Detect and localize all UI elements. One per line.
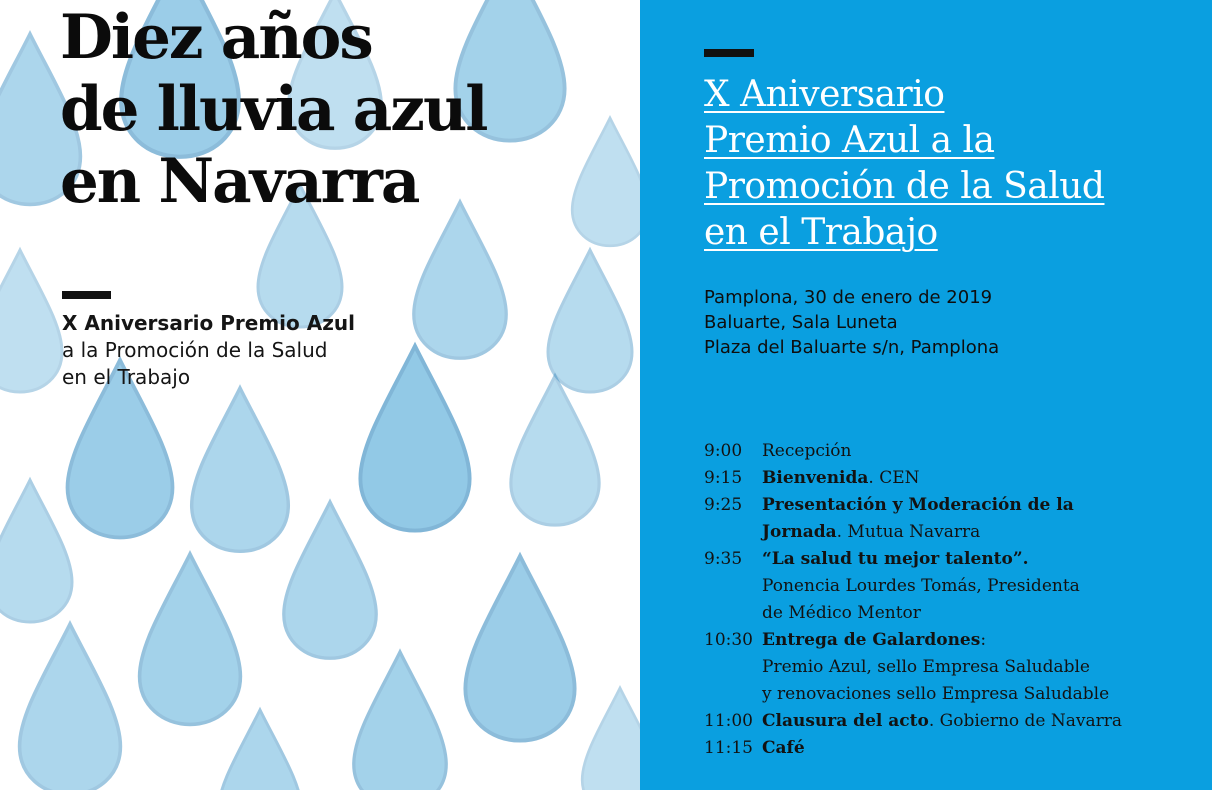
cover-title-line: Diez años	[60, 2, 372, 73]
cover-title-line: en Navarra	[60, 146, 419, 217]
event-title-line: en el Trabajo	[704, 212, 938, 253]
event-title	[704, 72, 1104, 256]
agenda-time: 9:35	[704, 549, 743, 569]
agenda-text: :	[980, 630, 987, 650]
cover-subtitle-line: en el Trabajo	[62, 365, 191, 389]
agenda-time: 9:25	[704, 495, 743, 515]
agenda-time: 10:30	[704, 630, 753, 650]
agenda-bold: Café	[762, 738, 805, 758]
agenda-bold: Bienvenida	[762, 468, 869, 488]
agenda-bold: “La salud tu mejor talento”.	[762, 549, 1029, 569]
event-title-line: X Aniversario	[704, 74, 945, 115]
agenda-text: . Mutua Navarra	[836, 522, 981, 542]
agenda-detail: Premio Azul, sello Empresa Saludable	[762, 657, 1090, 677]
event-date: Pamplona, 30 de enero de 2019	[704, 287, 993, 308]
agenda-text: . Gobierno de Navarra	[928, 711, 1123, 731]
agenda-item	[704, 492, 1204, 519]
agenda-item	[704, 708, 1204, 735]
cover-subtitle	[62, 310, 462, 391]
agenda-time: 9:15	[704, 468, 743, 488]
event-title-line: Promoción de la Salud	[704, 166, 1105, 207]
event-address: Plaza del Baluarte s/n, Pamplona	[704, 337, 1000, 358]
program-divider-bar	[704, 49, 754, 57]
cover-subtitle-line: a la Promoción de la Salud	[62, 338, 328, 362]
agenda-item	[704, 519, 1204, 546]
cover-divider-bar	[62, 291, 111, 299]
agenda-time: 11:00	[704, 711, 753, 731]
agenda-time: 11:15	[704, 738, 753, 758]
agenda-bold: Jornada	[762, 522, 837, 542]
agenda-time	[704, 519, 762, 546]
agenda-detail: Ponencia Lourdes Tomás, Presidenta	[762, 576, 1080, 596]
agenda-item	[704, 627, 1204, 708]
agenda-text: . CEN	[868, 468, 920, 488]
agenda-item	[704, 546, 1204, 627]
agenda-item	[704, 735, 1204, 762]
agenda-text: Recepción	[762, 441, 852, 461]
agenda-detail: y renovaciones sello Empresa Saludable	[762, 684, 1110, 704]
agenda-list	[704, 438, 1204, 762]
agenda-bold: Clausura del acto	[762, 711, 929, 731]
cover-subtitle-line: X Aniversario Premio Azul	[62, 311, 355, 335]
cover-title-line: de lluvia azul	[60, 74, 487, 145]
agenda-bold: Entrega de Galardones	[762, 630, 981, 650]
event-info	[704, 285, 999, 360]
agenda-time: 9:00	[704, 441, 743, 461]
event-venue: Baluarte, Sala Luneta	[704, 312, 898, 333]
agenda-detail: de Médico Mentor	[762, 603, 921, 623]
program-panel	[640, 0, 1212, 790]
agenda-item	[704, 465, 1204, 492]
event-title-line: Premio Azul a la	[704, 120, 995, 161]
agenda-item	[704, 438, 1204, 465]
cover-title	[60, 2, 620, 218]
agenda-bold: Presentación y Moderación de la	[762, 495, 1074, 515]
